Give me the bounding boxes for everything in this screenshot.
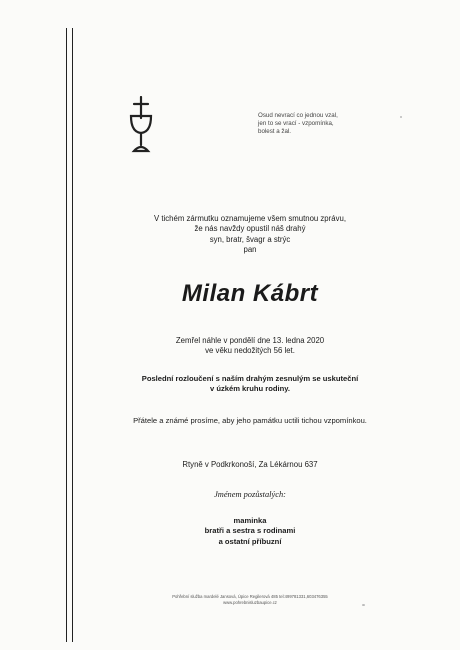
scan-speck bbox=[400, 116, 402, 118]
funeral-service-footer bbox=[100, 594, 400, 606]
death-line: Zemřel náhle v pondělí dne 13. ledna 2020 bbox=[175, 336, 325, 345]
announcement-intro bbox=[100, 214, 400, 256]
footer-line: www.pohrebnisluzbaupice.cz bbox=[223, 600, 277, 605]
family-line: a ostatní příbuzní bbox=[218, 536, 282, 546]
motto-line: bolest a žal. bbox=[258, 128, 292, 136]
motto-line: jen to se vrací - vzpomínka, bbox=[258, 120, 334, 128]
family-address: Rtyně v Podkrkonoší, Za Lékárnou 637 bbox=[182, 460, 318, 469]
motto-verse bbox=[258, 112, 388, 137]
friends-request: Přátele a známé prosíme, aby jeho památku uctili tichou vzpomínkou. bbox=[133, 416, 367, 425]
intro-line: že nás navždy opustil náš drahý bbox=[194, 224, 306, 234]
on-behalf-heading: Jménem pozůstalých: bbox=[214, 490, 286, 499]
farewell-notice bbox=[100, 374, 400, 395]
farewell-line: Poslední rozloučení s naším drahým zesnulým se uskuteční bbox=[141, 374, 359, 383]
left-border-line bbox=[66, 28, 67, 642]
bereaved-family bbox=[100, 516, 400, 547]
intro-line: syn, bratr, švagr a strýc bbox=[209, 234, 291, 244]
death-details bbox=[100, 336, 400, 357]
left-border-line-inner bbox=[72, 28, 73, 642]
farewell-line: v úzkém kruhu rodiny. bbox=[209, 384, 291, 394]
motto-line: Osud nevrací co jednou vzal, bbox=[258, 112, 338, 119]
intro-line: pan bbox=[243, 245, 257, 255]
footer-line: Pohřební služba mardelé Jansová, Úpice Regilerová 485 tel:499781331,603476355 bbox=[172, 594, 328, 599]
cross-chalice-icon bbox=[128, 96, 154, 154]
deceased-name: Milan Kábrt bbox=[181, 280, 319, 307]
death-line: ve věku nedožitých 56 let. bbox=[205, 346, 295, 356]
family-line: maminka bbox=[233, 516, 267, 525]
family-line: bratři a sestra s rodinami bbox=[204, 526, 296, 536]
scan-speck bbox=[362, 604, 365, 606]
intro-line: V tichém zármutku oznamujeme všem smutnou zprávu, bbox=[154, 214, 346, 223]
